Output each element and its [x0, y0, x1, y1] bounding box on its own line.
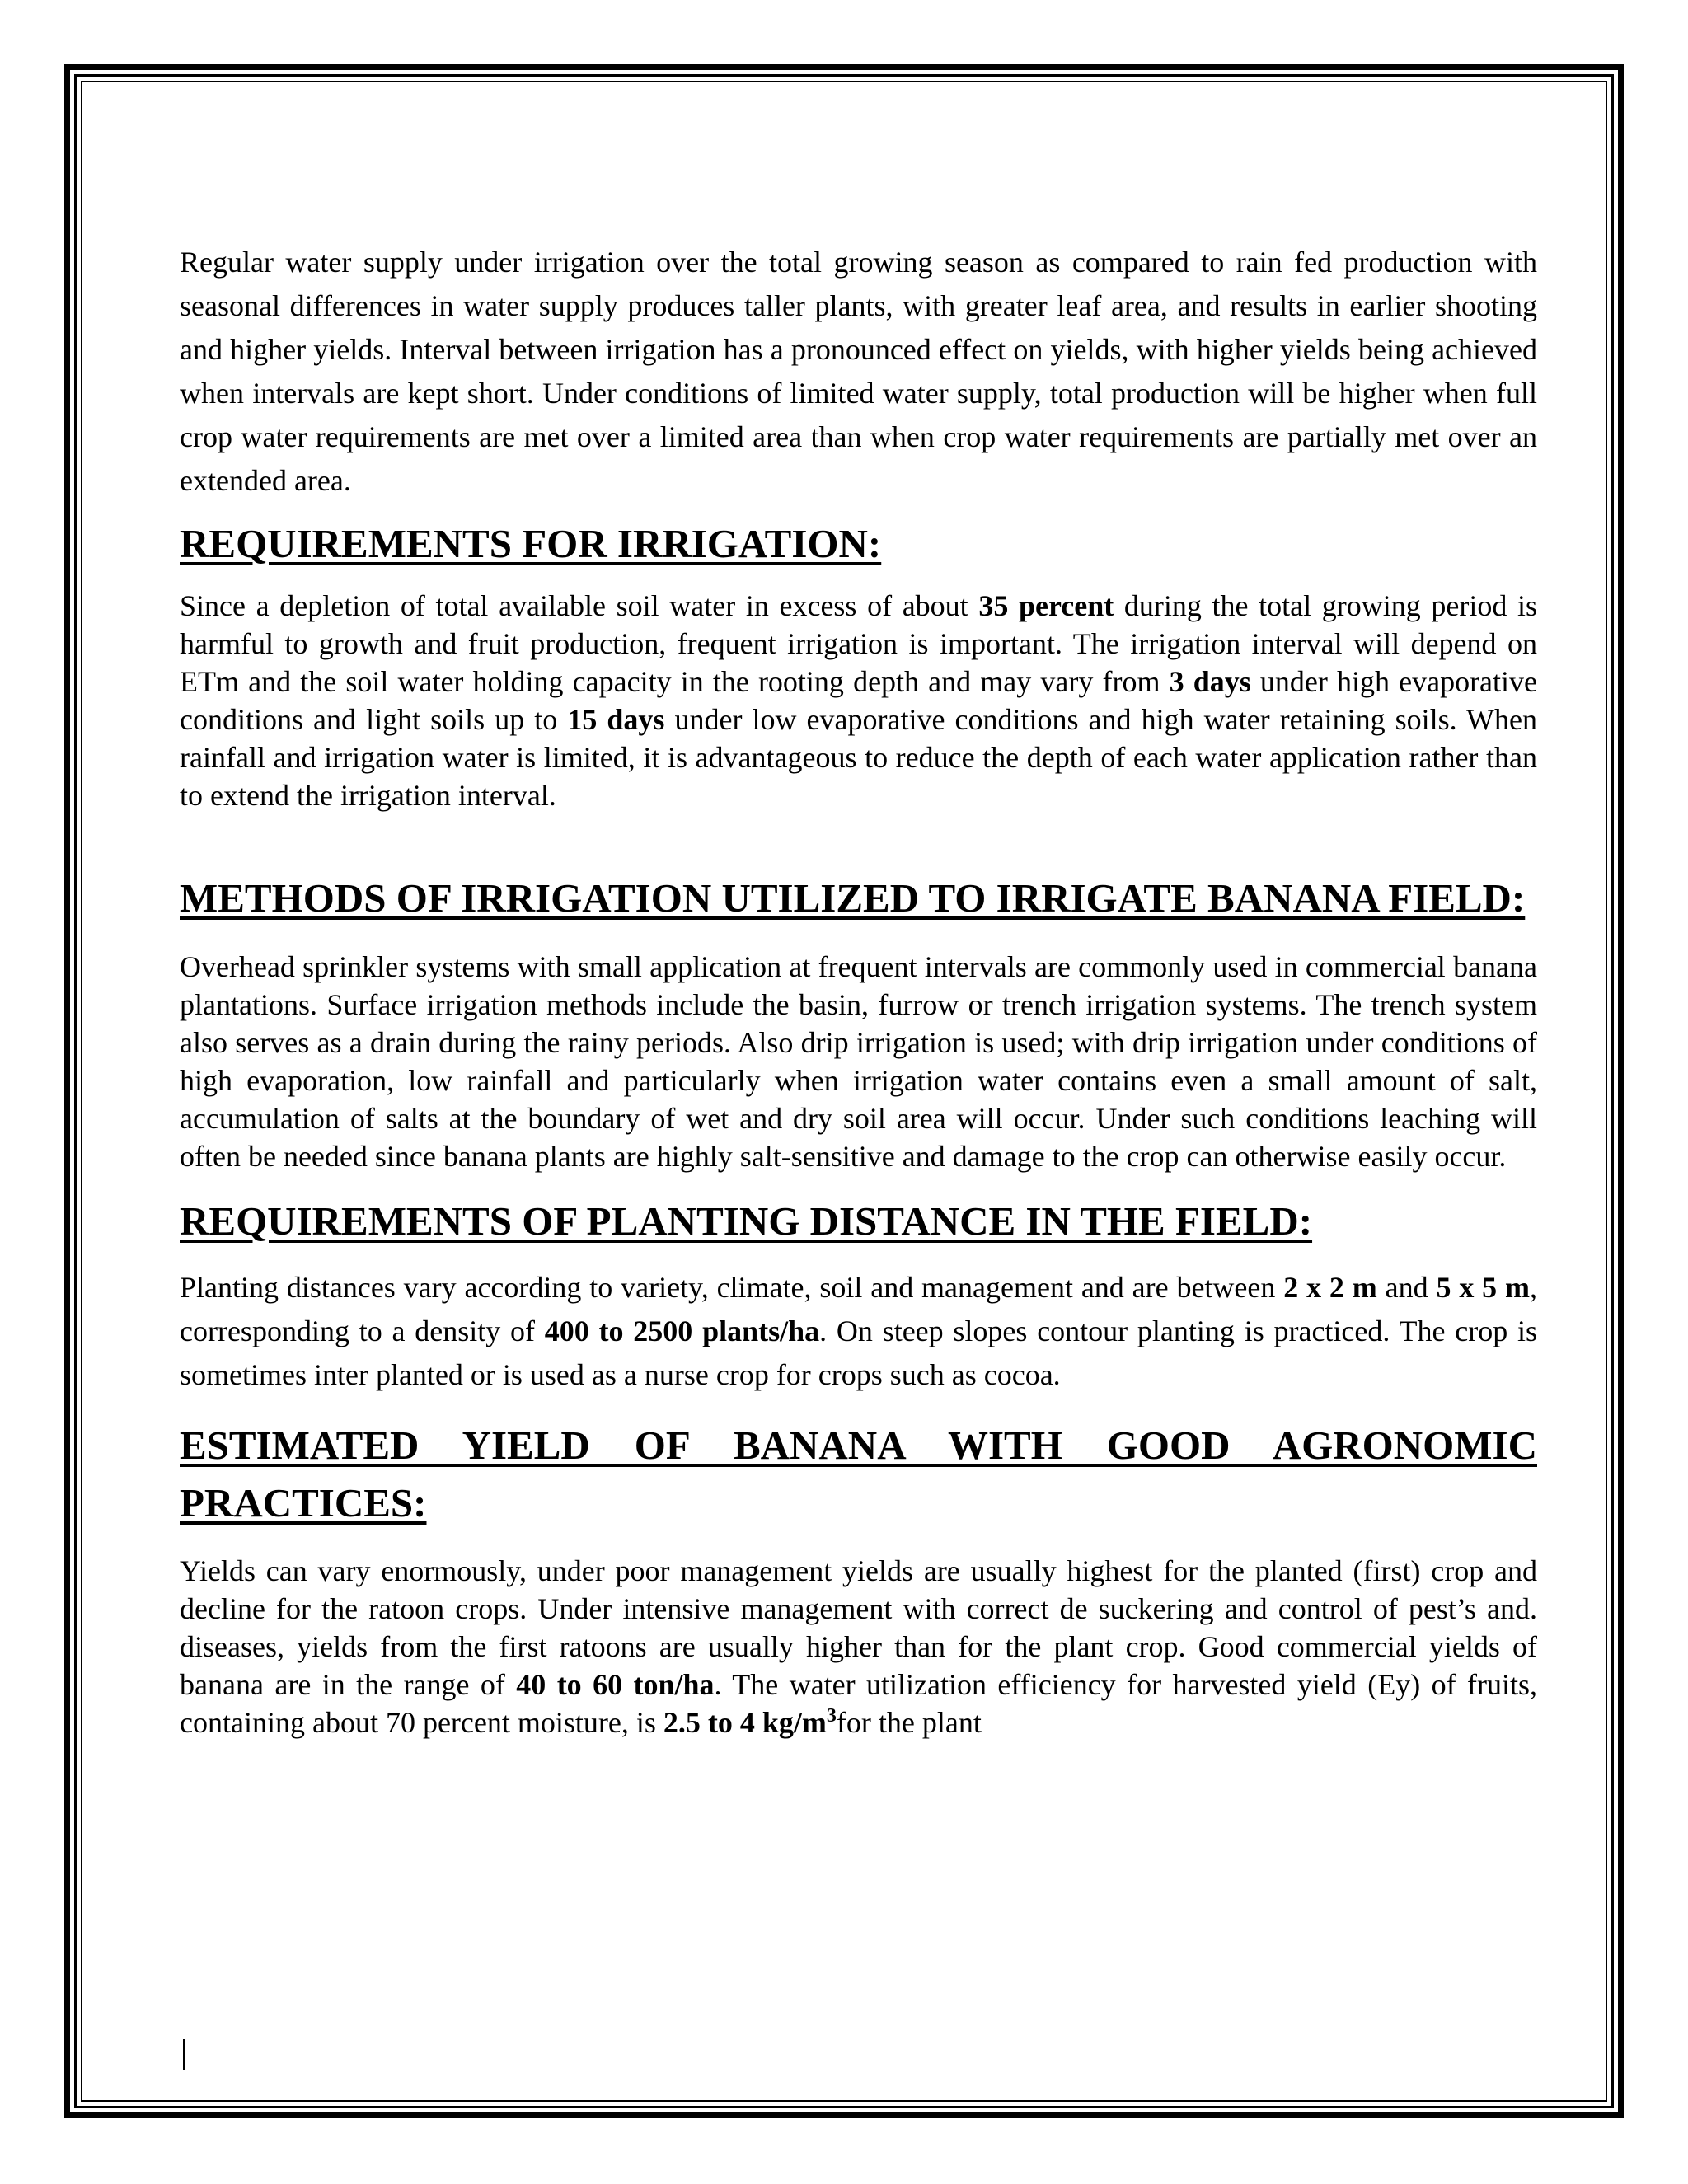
- min-spacing-value: 2 x 2 m: [1283, 1271, 1377, 1304]
- max-interval-value: 15 days: [567, 703, 665, 736]
- irrigation-methods-paragraph: Overhead sprinkler systems with small application at frequent intervals are commonly used in commercial banana plantations. Surface irrigation methods include the basin, furrow or trench irrigation systems. The trench system also serves as a drain during the rainy periods. Also drip irrigation is used; with drip irrigation under conditions of high evaporation, low rainfall and particularly when irrigation water contains even a small amount of salt, accumulation of salts at the boundary of wet and dry soil area will occur. Under such conditions leaching will often be needed since banana plants are highly salt-sensitive and damage to the crop can otherwise easily occur.: [180, 950, 1537, 1173]
- heading-estimated-yield: ESTIMATED YIELD OF BANANA WITH GOOD AGRONOMIC PRACTICES:: [180, 1422, 1537, 1526]
- estimated-yield-paragraph: Yields can vary enormously, under poor management yields are usually highest for the planted (first) crop and decline for the ratoon crops. Under intensive management with correct de suckering and control of pest’s and. diseases, yields from the first ratoons are usually higher than for the plant crop. Good commercial yields of banana are in the range of 40 to 60 ton/ha. The water utilization efficiency for harvested yield (Ey) of fruits, containing about 70 percent moisture, is 2.5 to 4 $kg/m^3for$ the plant: [180, 1554, 1537, 1739]
- heading-methods-irrigation: METHODS OF IRRIGATION UTILIZED TO IRRIGATE BANANA FIELD:: [180, 875, 1526, 921]
- depletion-value: 35 percent: [978, 589, 1114, 622]
- heading-planting-distance: REQUIREMENTS OF PLANTING DISTANCE IN THE FIELD:: [180, 1198, 1313, 1244]
- min-interval-value: 3 days: [1169, 665, 1251, 698]
- document-body: [180, 241, 1537, 1741]
- cubic-superscript: 3: [826, 1705, 837, 1727]
- planting-distance-paragraph: Planting distances vary according to variety, climate, soil and management and are between 2 x 2 m and 5 x 5 m, corresponding to a density of 400 to 2500 plants/ha. On steep slopes contour planting is practiced. The crop is sometimes inter planted or is used as a nurse crop for crops such as cocoa.: [180, 1271, 1538, 1391]
- text-cursor-mark: [183, 2039, 185, 2070]
- intro-paragraph: Regular water supply under irrigation over the total growing season as compared to rain fed production with seasonal differences in water supply produces taller plants, with greater leaf area, and results in earlier shooting and higher yields. Interval between irrigation has a pronounced effect on yields, with higher yields being achieved when intervals are kept short. Under conditions of limited water supply, total production will be higher when full crop water requirements are met over a limited area than when crop water requirements are partially met over an extended area.: [180, 246, 1537, 497]
- irrigation-requirements-paragraph: Since a depletion of total available soil water in excess of about 35 percent during the total growing period is harmful to growth and fruit production, frequent irrigation is important. The irrigation interval will depend on ETm and the soil water holding capacity in the rooting depth and may vary from 3 days under high evaporative conditions and light soils up to 15 days under low evaporative conditions and high water retaining soils. When rainfall and irrigation water is limited, it is advantageous to reduce the depth of each water application rather than to extend the irrigation interval.: [180, 589, 1538, 812]
- density-value: 400 to 2500 plants/ha: [544, 1315, 820, 1347]
- water-efficiency-value: 2.5 to 4 $kg/m^3$: [663, 1705, 837, 1739]
- max-spacing-value: 5 x 5 m: [1436, 1271, 1531, 1304]
- heading-requirements-irrigation: REQUIREMENTS FOR IRRIGATION:: [180, 521, 882, 566]
- yield-range-value: 40 to 60 ton/ha: [516, 1668, 715, 1701]
